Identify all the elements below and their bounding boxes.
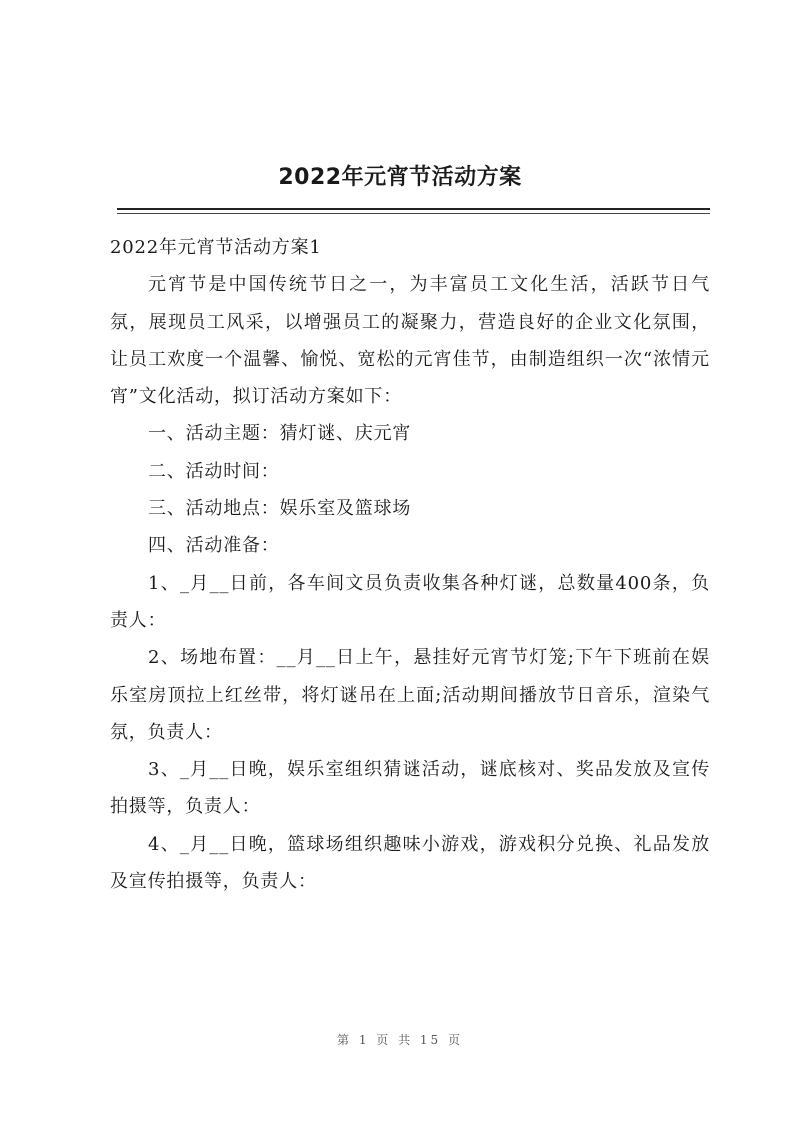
paragraph-item-1: 1、_月__日前，各车间文员负责收集各种灯谜，总数量400条，负责人：: [110, 572, 710, 631]
page-number-footer: 第 1 页 共 15 页: [337, 1033, 463, 1047]
paragraph-item-2: 2、场地布置：__月__日上午，悬挂好元宵节灯笼;下午下班前在娱乐室房顶拉上红丝带，将灯谜吊在上面;活动期间播放节日音乐，渲染气氛，负责人：: [110, 647, 710, 743]
title-divider: [117, 208, 710, 210]
paragraph-item-4: 4、_月__日晚，篮球场组织趣味小游戏，游戏积分兑换、礼品发放及宣传拍摄等，负责人：: [110, 833, 710, 893]
paragraph-intro: 元宵节是中国传统节日之一，为丰富员工文化生活，活跃节日气氛，展现员工风采，以增强员工的凝聚力，营造良好的企业文化氛围，让员工欢度一个温馨、愉悦、宽松的元宵佳节，由制造组织一次“浓情元宵”文化活动，拟订活动方案如下：: [110, 274, 710, 408]
document-title: 2022年元宵节活动方案: [278, 165, 522, 190]
document-body: [110, 229, 710, 900]
paragraph-theme: 一、活动主题：猜灯谜、庆元宵: [148, 423, 412, 445]
title-divider-thin: [117, 213, 710, 214]
paragraph-preparation: 四、活动准备：: [148, 535, 280, 557]
paragraph-time: 二、活动时间：: [148, 460, 280, 482]
paragraph-item-3: 3、_月__日晚，娱乐室组织猜谜活动，谜底核对、奖品发放及宣传拍摄等，负责人：: [110, 759, 710, 818]
paragraph-location: 三、活动地点：娱乐室及篮球场: [148, 498, 412, 520]
section-heading: 2022年元宵节活动方案1: [110, 237, 322, 258]
